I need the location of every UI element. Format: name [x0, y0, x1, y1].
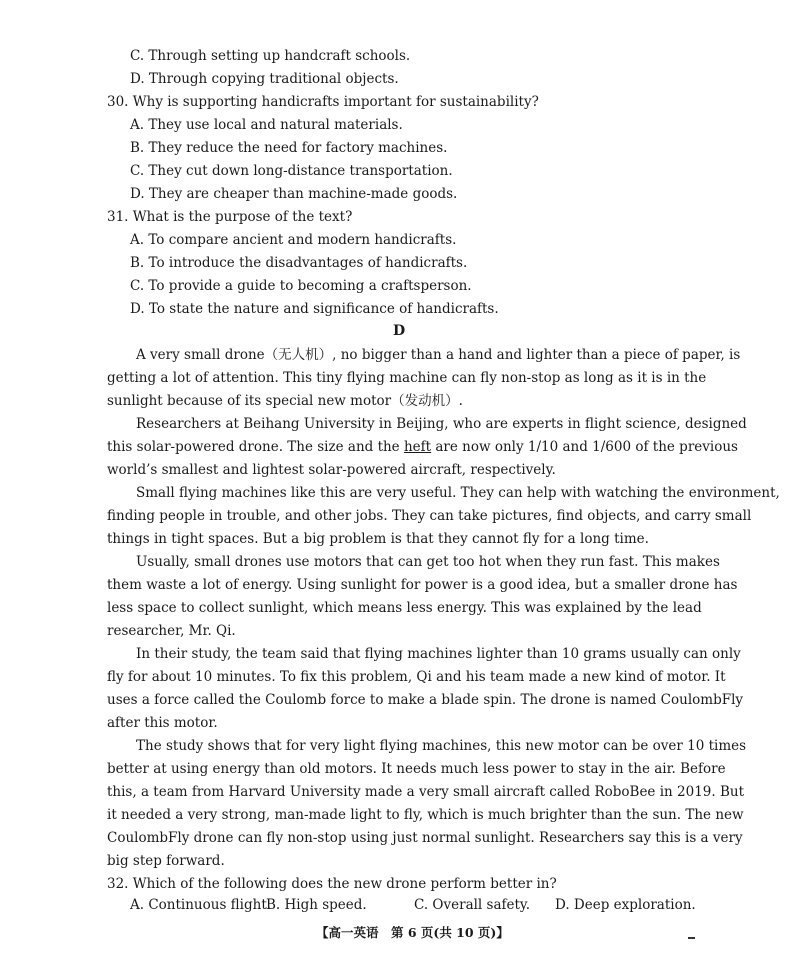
corner-mark: [688, 937, 695, 939]
passage-p3-line1: Small flying machines like this are very useful. They can help with watching the environment,: [136, 485, 780, 501]
q31-stem: 31. What is the purpose of the text?: [107, 209, 353, 225]
p2-text-after: are now only 1/10 and 1/600 of the previous: [431, 439, 738, 455]
q29-option-d: D. Through copying traditional objects.: [130, 71, 399, 87]
q29-option-c: C. Through setting up handcraft schools.: [130, 48, 411, 64]
q32-option-d: D. Deep exploration.: [555, 897, 696, 913]
q30-option-d: D. They are cheaper than machine-made goods.: [130, 186, 458, 202]
passage-p6-line5: CoulombFly drone can fly non-stop using just normal sunlight. Researchers say this is a very: [107, 830, 743, 846]
passage-p4-line4: researcher, Mr. Qi.: [107, 623, 236, 639]
passage-p6-line1: The study shows that for very light flying machines, this new motor can be over 10 times: [136, 738, 747, 754]
page-footer: 【高一英语 第 6 页(共 10 页)】: [316, 925, 509, 940]
q32-option-a: A. Continuous flight.: [130, 897, 272, 913]
q30-option-b: B. They reduce the need for factory machines.: [130, 140, 448, 156]
passage-p3-line2: finding people in trouble, and other jobs. They can take pictures, find objects, and carry small: [107, 508, 752, 524]
passage-p1-line3: sunlight because of its special new motor（发动机）.: [107, 393, 463, 409]
q32-option-b: B. High speed.: [266, 897, 367, 913]
passage-p5-line2: fly for about 10 minutes. To fix this problem, Qi and his team made a new kind of motor. It: [107, 669, 726, 685]
q31-option-d: D. To state the nature and significance of handicrafts.: [130, 301, 499, 317]
underlined-word-heft: heft: [403, 439, 432, 455]
passage-p4-line3: less space to collect sunlight, which means less energy. This was explained by the lead: [107, 600, 702, 616]
passage-p6-line2: better at using energy than old motors. It needs much less power to stay in the air. Before: [107, 761, 726, 777]
passage-p1-line2: getting a lot of attention. This tiny flying machine can fly non-stop as long as it is in the: [107, 370, 707, 386]
q31-option-c: C. To provide a guide to becoming a craftsperson.: [130, 278, 472, 294]
q32-option-c: C. Overall safety.: [414, 897, 531, 913]
passage-p2-line3: world’s smallest and lightest solar-powered aircraft, respectively.: [107, 462, 556, 478]
passage-p5-line4: after this motor.: [107, 715, 218, 731]
q31-option-a: A. To compare ancient and modern handicrafts.: [130, 232, 457, 248]
p2-text-before: this solar-powered drone. The size and the: [107, 439, 404, 455]
passage-p3-line3: things in tight spaces. But a big problem is that they cannot fly for a long time.: [107, 531, 649, 547]
passage-p2-line1: Researchers at Beihang University in Beijing, who are experts in flight science, designed: [136, 416, 747, 432]
passage-p6-line4: it needed a very strong, man-made light to fly, which is much brighter than the sun. The new: [107, 807, 744, 823]
q32-stem: 32. Which of the following does the new drone perform better in?: [107, 876, 557, 892]
section-title: D: [393, 323, 406, 339]
passage-p4-line2: them waste a lot of energy. Using sunlight for power is a good idea, but a smaller drone has: [107, 577, 738, 593]
q30-stem: 30. Why is supporting handicrafts important for sustainability?: [107, 94, 539, 110]
passage-p6-line3: this, a team from Harvard University made a very small aircraft called RoboBee in 2019. But: [107, 784, 744, 800]
q31-option-b: B. To introduce the disadvantages of handicrafts.: [130, 255, 468, 271]
q30-option-a: A. They use local and natural materials.: [130, 117, 403, 133]
passage-p5-line3: uses a force called the Coulomb force to make a blade spin. The drone is named CoulombFly: [107, 692, 744, 708]
passage-p6-line6: big step forward.: [107, 853, 225, 869]
q30-option-c: C. They cut down long-distance transportation.: [130, 163, 453, 179]
passage-p2-line2: [107, 438, 738, 456]
passage-p1-line1: A very small drone（无人机）, no bigger than a hand and lighter than a piece of paper, is: [136, 347, 741, 363]
passage-p5-line1: In their study, the team said that flying machines lighter than 10 grams usually can only: [136, 646, 741, 662]
passage-p4-line1: Usually, small drones use motors that can get too hot when they run fast. This makes: [136, 554, 720, 570]
